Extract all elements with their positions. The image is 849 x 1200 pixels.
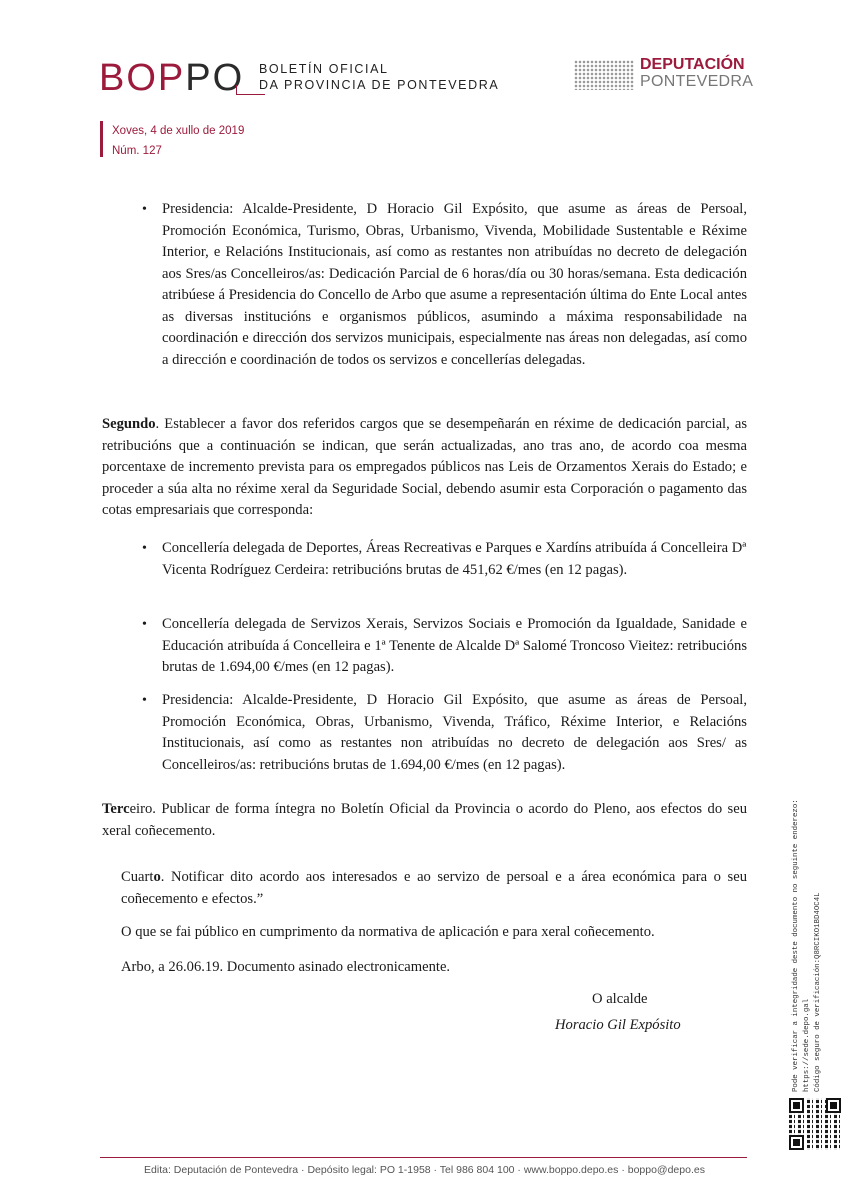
bullet-deportes: Concellería delegada de Deportes, Áreas Recreativas e Parques e Xardíns atribuída á Concelleira Dª Vicenta Rodríguez Cerdeira: retribucións brutas de 451,62 €/mes (en 12 pagas). [162, 540, 747, 578]
signature-name: Horacio Gil Expósito [555, 1017, 681, 1033]
deputacion-line1: DEPUTACIÓN [640, 56, 745, 73]
bulletin-title-line2: DA PROVINCIA DE PONTEVEDRA [259, 78, 500, 92]
issue-number: Núm. 127 [112, 145, 162, 157]
bullet-presidencia-dedication: Presidencia: Alcalde-Presidente, D Horacio Gil Expósito, que asume as áreas de Persoal, Promoción Económica, Turismo, Obras, Urbanismo, Vivenda, Mobilidade Sustentable e Réxime Interior, e Relacións Institucionais, así como as restantes non atribuídas no decreto de delegación aos Sres/as Concelleiros/as: Dedicación Parcial de 6 horas/día ou 30 horas/semana. Esta dedicación atribúese á Presidencia do Concello de Arbo que asume a representación última do Ente Local antes as diversas institucións e organismos públicos, asumindo a máxima responsabilidade na coordinación e dirección dos servizos municipais, especialmente nas áreas non delegadas, así como a dirección e coordinación de todos os servizos e concellerías delegadas. [162, 201, 747, 368]
deputacion-name [640, 56, 753, 90]
cuarto-label-a: Cuart [121, 869, 154, 885]
deputacion-line2: PONTEVEDRA [640, 73, 754, 90]
terceiro-text: eiro. Publicar de forma íntegra no Boletín Oficial da Provincia o acordo do Pleno, aos efectos do seu xeral coñecemento. [102, 801, 747, 839]
issue-date: Xoves, 4 de xullo de 2019 [112, 125, 245, 137]
paragraph-cuarto [121, 867, 747, 910]
signature-role: O alcalde [592, 991, 648, 1007]
logo-bop: BOP [99, 57, 186, 99]
paragraph-arbo: Arbo, a 26.06.19. Documento asinado electronicamente. [121, 959, 451, 975]
segundo-label: Segundo [102, 416, 156, 432]
cuarto-label-b: o [153, 869, 161, 885]
verification-code: Código seguro de verificación:Q8RCIKO1BD4OC4L [814, 892, 822, 1092]
verification-line1: Pode verificar a integridade deste documento no seguinte enderezo: [792, 799, 800, 1092]
footer-text: Edita: Deputación de Pontevedra · Depósito legal: PO 1-1958 · Tel 986 804 100 · www.boppo.depo.es · boppo@depo.es [144, 1164, 705, 1176]
segundo-text: . Establecer a favor dos referidos cargos que se desempeñarán en réxime de dedicación parcial, as retribucións que a continuación se indican, que serán actualizadas, ano tras ano, de acordo coa mesma porcentaxe de incremento prevista para os empregados públicos nas Leis de Orzamentos Xerais do Estado; e proceder a súa alta no réxime xeral da Seguridade Social, debendo asumir esta Corporación o pagamento das cotas empresariais que corresponda: [102, 416, 747, 518]
deputacion-dots-logo-icon [574, 60, 634, 90]
paragraph-terceiro [102, 799, 747, 842]
qr-code-icon [789, 1098, 841, 1150]
bulletin-title-line1: BOLETÍN OFICIAL [259, 62, 389, 76]
verification-url[interactable]: https://sede.depo.gal [803, 998, 811, 1092]
issue-info [112, 121, 244, 161]
paragraph-publico: O que se fai público en cumprimento da normativa de aplicación e para xeral coñecemento. [121, 924, 655, 940]
terceiro-label: Terc [102, 801, 130, 817]
bullet-servizos: Concellería delegada de Servizos Xerais, Servizos Sociais e Promoción da Igualdade, Sanidade e Educación atribuída á Concelleira e 1ª Tenente de Alcalde Dª Salomé Troncoso Vieitez: retribucións brutas de 1.694,00 €/mes (en 12 pagas). [162, 616, 747, 675]
cuarto-text: . Notificar dito acordo aos interesados e ao servizo de persoal e a área económica para o seu coñecemento e efectos.” [121, 869, 747, 907]
verification-text [791, 772, 841, 1092]
paragraph-segundo [102, 414, 747, 522]
bullet-icon: • [142, 617, 147, 632]
bullet-icon: • [142, 202, 147, 217]
bullet-presidencia-retribution: Presidencia: Alcalde-Presidente, D Horacio Gil Expósito, que asume as áreas de Persoal, Promoción Económica, Obras, Urbanismo, Vivenda, Tráfico, Réxime Interior, e Relacións Institucionais, así como as restantes non atribuídas no decreto de delegación aos Sres/ as Concelleiros/as: retribucións brutas de 1.694,00 €/mes (en 12 pagas). [162, 692, 747, 773]
bullet-icon: • [142, 693, 147, 708]
date-accent-bar [100, 121, 103, 157]
bulletin-title [259, 61, 499, 93]
boppo-logo [99, 58, 244, 98]
logo-po: PO [185, 57, 245, 99]
bullet-icon: • [142, 541, 147, 556]
footer-divider [100, 1157, 747, 1158]
